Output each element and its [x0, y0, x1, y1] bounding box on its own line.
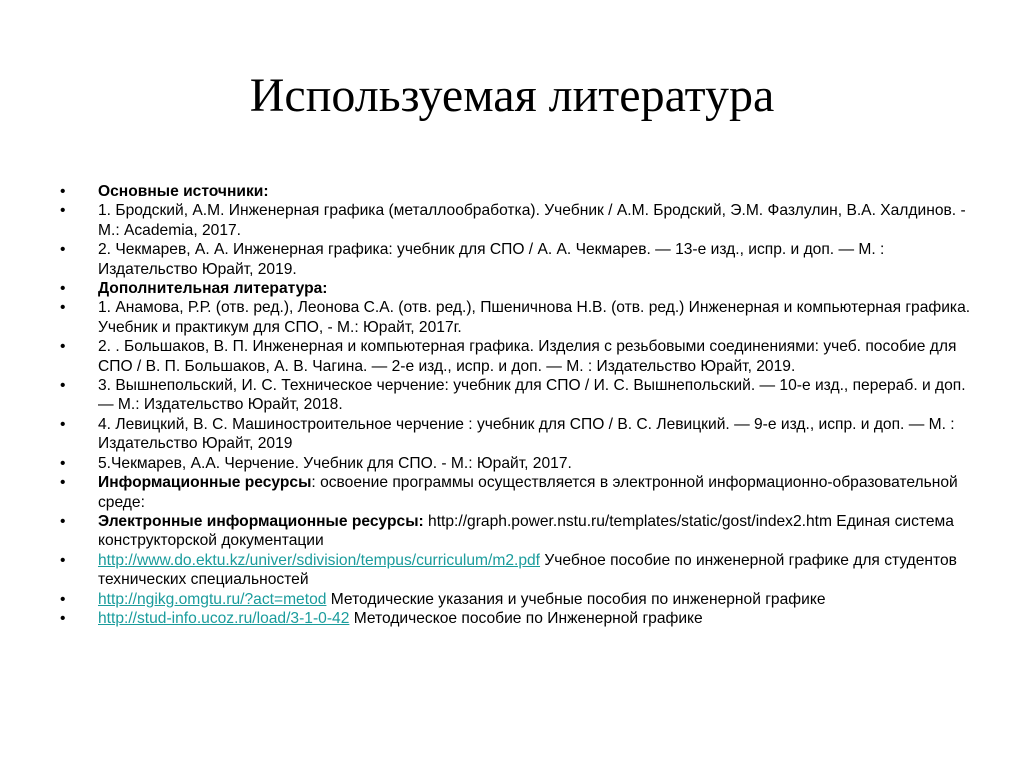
resource-link[interactable]: http://www.do.ektu.kz/univer/sdivision/tempus/curriculum/m2.pdf: [98, 551, 541, 569]
resource-link[interactable]: http://ngikg.omgtu.ru/?act=metod: [98, 590, 327, 608]
resource-link[interactable]: http://stud-info.ucoz.ru/load/3-1-0-42: [98, 609, 350, 627]
bullet-icon: •: [60, 551, 66, 569]
list-item: [60, 376, 980, 415]
bullet-icon: •: [60, 183, 66, 200]
bullet-icon: •: [60, 590, 66, 608]
bullet-icon: •: [60, 415, 66, 433]
section-heading: Основные источники:: [98, 183, 269, 200]
reference-text: : освоение программы осуществляется в электронной информационно-образовательной среде:: [98, 474, 958, 511]
list-item: [60, 240, 980, 279]
slide-title: Используемая литература: [249, 69, 775, 122]
list-item-link: [60, 609, 980, 628]
bullet-icon: •: [60, 299, 66, 317]
list-item-electronic-resources: [60, 512, 980, 551]
reference-text: 2. Чекмарев, А. А. Инженерная графика: учебник для СПО / А. А. Чекмарев. — 13-е изд., испр. и доп. — М. : Издательство Юрайт, 2019.: [98, 241, 885, 278]
bullet-icon: •: [60, 454, 66, 472]
link-description: Методические указания и учебные пособия по инженерной графике: [326, 590, 826, 608]
bullet-icon: •: [60, 512, 66, 530]
link-description: Учебное пособие по инженерной графике для студентов технических специальностей: [98, 551, 957, 589]
list-item: [60, 298, 980, 337]
bullet-icon: •: [60, 202, 66, 220]
section-heading: Дополнительная литература:: [98, 280, 328, 298]
bullet-icon: •: [60, 377, 66, 395]
reference-text: 4. Левицкий, В. С. Машиностроительное черчение : учебник для СПО / В. С. Левицкий. — 9-е изд., испр. и доп. — М. : Издательство Юрайт, 2019: [98, 415, 955, 453]
list-item-link: [60, 590, 980, 609]
list-item: [60, 337, 980, 376]
reference-list: [60, 182, 980, 628]
link-description: Методическое пособие по Инженерной графике: [349, 609, 703, 627]
reference-text: 2. . Большаков, В. П. Инженерная и компьютерная графика. Изделия с резьбовыми соединениями: учеб. пособие для СПО / В. П. Большаков, А. В. Чагина. — 2-е изд., испр. и доп. — М. : Издательство Юрайт, 2019.: [98, 338, 957, 375]
list-item-additional-header: [60, 279, 980, 298]
list-item: [60, 201, 980, 240]
bullet-icon: •: [60, 241, 66, 259]
reference-text: 5.Чекмарев, А.А. Черчение. Учебник для СПО. - М.: Юрайт, 2017.: [98, 454, 572, 472]
reference-text: 1. Бродский, А.М. Инженерная графика (металлообработка). Учебник / А.М. Бродский, Э.М. Фазлулин, В.А. Халдинов. - М.: Academia, 2017.: [98, 202, 966, 239]
list-item-main-sources-header: [60, 182, 980, 201]
list-item: [60, 415, 980, 454]
reference-text: 3. Вышнепольский, И. С. Техническое черчение: учебник для СПО / И. С. Вышнепольский. — 10-е изд., перераб. и доп. — М.: Издательство Юрайт, 2018.: [98, 377, 966, 414]
section-heading: Электронные информационные ресурсы:: [98, 512, 424, 530]
bullet-icon: •: [60, 609, 66, 627]
list-item: [60, 454, 980, 473]
list-item-info-resources: [60, 473, 980, 512]
reference-text: 1. Анамова, Р.Р. (отв. ред.), Леонова С.А. (отв. ред.), Пшеничнова Н.В. (отв. ред.) Инженерная и компьютерная графика. Учебник и практикум для СПО, - М.: Юрайт, 2017г.: [98, 299, 971, 336]
bullet-icon: •: [60, 338, 66, 356]
bullet-icon: •: [60, 280, 66, 298]
reference-text: http://graph.power.nstu.ru/templates/static/gost/index2.htm Единая система конструкторской документации: [98, 512, 954, 550]
list-item-link: [60, 551, 980, 590]
bullet-icon: •: [60, 474, 66, 492]
section-heading: Информационные ресурсы: [98, 474, 312, 492]
